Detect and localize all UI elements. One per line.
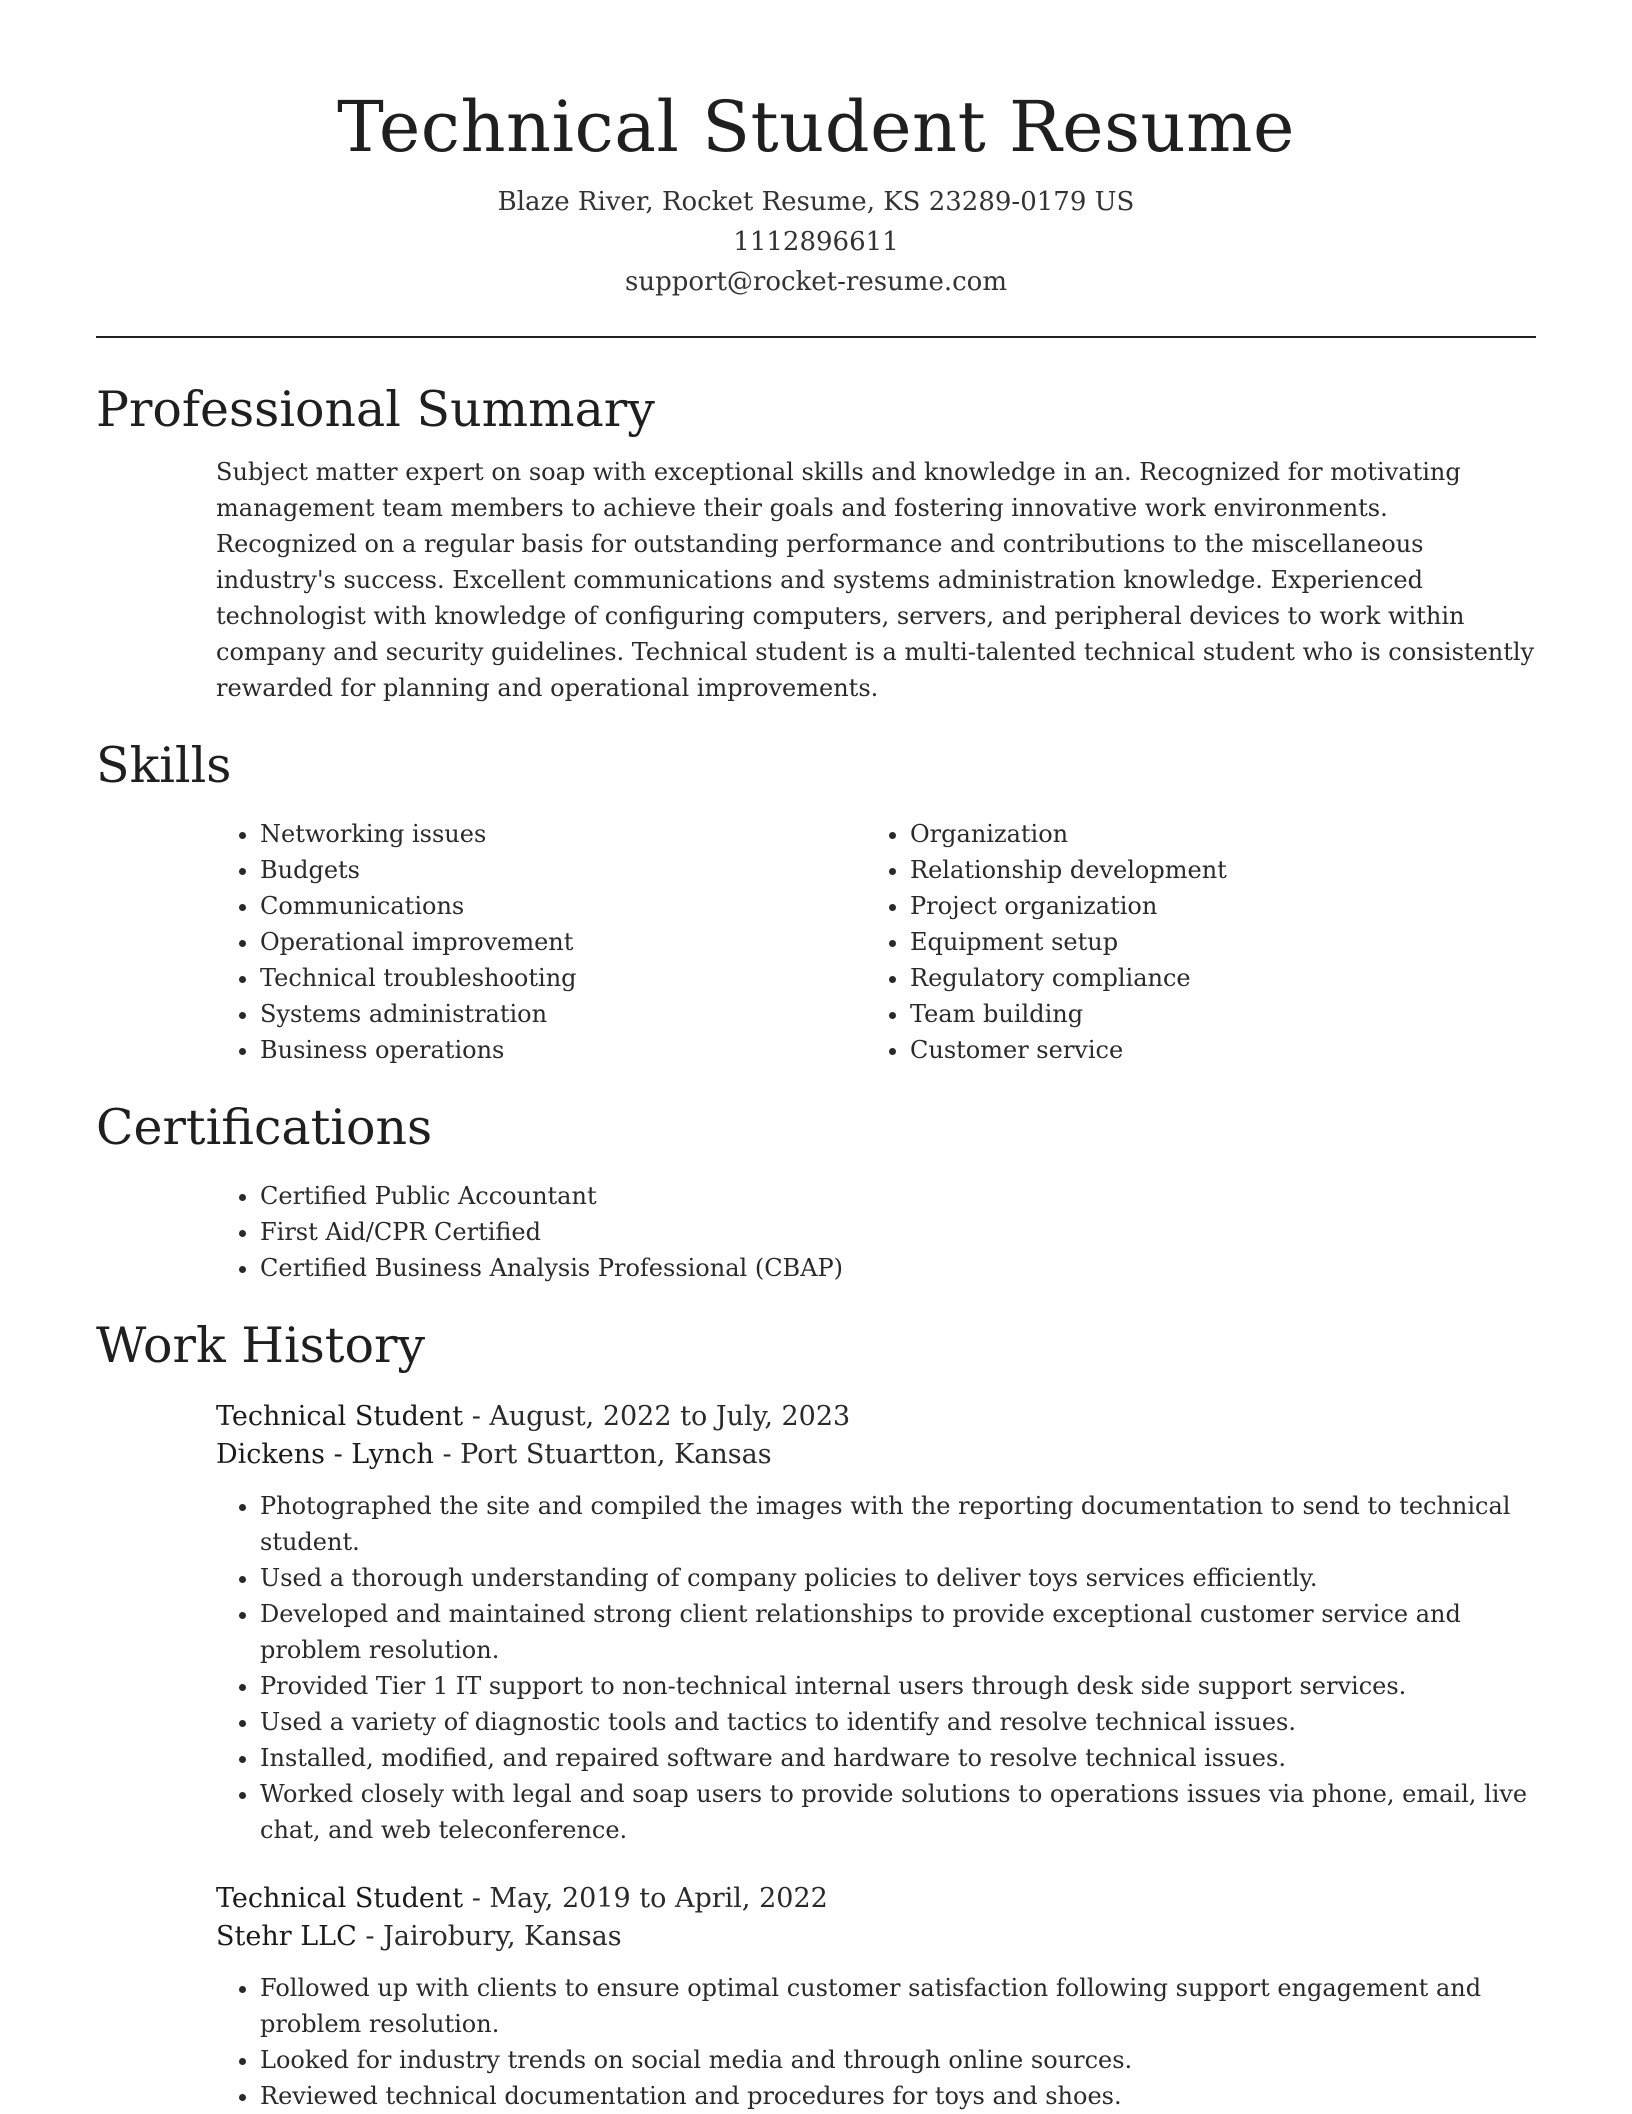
list-item: • Photographed the site and compiled the images with the reporting documentation to send to technical student. xyxy=(260,1488,1536,1560)
list-item: • Reviewed technical documentation and procedures for toys and shoes. xyxy=(260,2078,1536,2114)
certifications-list xyxy=(216,1178,1536,1286)
list-item: • Followed up with clients to ensure optimal customer satisfaction following support engagement and problem resolution. xyxy=(260,1970,1536,2042)
list-item: • Budgets xyxy=(260,852,866,888)
list-item: • Equipment setup xyxy=(910,924,1516,960)
list-item: • Used a variety of diagnostic tools and tactics to identify and resolve technical issues. xyxy=(260,1704,1536,1740)
contact-info xyxy=(96,182,1536,302)
list-item: • Business operations xyxy=(260,1032,866,1068)
job-title-line xyxy=(216,1880,1536,1918)
certifications-section xyxy=(96,1096,1536,1286)
list-item: • Technical troubleshooting xyxy=(260,960,866,996)
page-title: Technical Student Resume xyxy=(337,86,1295,168)
list-item: • Provided Tier 1 IT support to non-technical internal users through desk side support services. xyxy=(260,1668,1536,1704)
list-item: • Used a thorough understanding of company policies to deliver toys services efficiently. xyxy=(260,1560,1536,1596)
list-item: • Networking issues xyxy=(260,816,866,852)
skills-column-right xyxy=(866,816,1516,1068)
skills-list-left xyxy=(216,816,866,1068)
job-bullet-list xyxy=(216,1970,1536,2114)
list-item: • Communications xyxy=(260,888,866,924)
job-company: Dickens - Lynch xyxy=(216,1439,434,1470)
skills-list-right xyxy=(866,816,1516,1068)
job-bullets xyxy=(216,1488,1536,1848)
list-item: • Developed and maintained strong client relationships to provide exceptional customer service and problem resolution. xyxy=(260,1596,1536,1668)
job-location: - Port Stuartton, Kansas xyxy=(433,1439,772,1470)
list-item: • Relationship development xyxy=(910,852,1516,888)
resume-page xyxy=(96,0,1536,2114)
list-item: • First Aid/CPR Certified xyxy=(260,1214,1536,1250)
job-company-line xyxy=(216,1436,1536,1474)
job-bullets xyxy=(216,1970,1536,2114)
job-entry xyxy=(216,1398,1536,1848)
job-role: Technical Student xyxy=(216,1883,464,1914)
list-item: • Customer service xyxy=(910,1032,1516,1068)
work-history-section xyxy=(96,1314,1536,2114)
list-item: • Installed, modified, and repaired software and hardware to resolve technical issues. xyxy=(260,1740,1536,1776)
list-item: • Operational improvement xyxy=(260,924,866,960)
list-item: • Systems administration xyxy=(260,996,866,1032)
header-divider xyxy=(96,336,1536,338)
job-location: - Jairobury, Kansas xyxy=(356,1921,622,1952)
job-company-line xyxy=(216,1918,1536,1956)
work-history-heading: Work History xyxy=(96,1317,426,1374)
list-item: • Project organization xyxy=(910,888,1516,924)
skills-heading: Skills xyxy=(96,737,232,794)
summary-section xyxy=(96,378,1536,706)
email: support@rocket-resume.com xyxy=(624,267,1007,297)
job-bullet-list xyxy=(216,1488,1536,1848)
certifications-list-wrap xyxy=(216,1178,1536,1286)
summary-text: Subject matter expert on soap with exceptional skills and knowledge in an. Recognized for motivating management team members to achieve their goals and fostering innovative work environments. Recognized on a regular basis for outstanding performance and contributions to the miscellaneous industry's success. Excellent communications and systems administration knowledge. Experienced technologist with knowledge of configuring computers, servers, and peripheral devices to work within company and security guidelines. Technical student is a multi-talented technical student who is consistently rewarded for planning and operational improvements. xyxy=(216,458,1535,702)
list-item: • Team building xyxy=(910,996,1516,1032)
job-dates: - August, 2022 to July, 2023 xyxy=(463,1401,851,1432)
skills-columns xyxy=(216,816,1536,1068)
list-item: • Certified Public Accountant xyxy=(260,1178,1536,1214)
list-item: • Worked closely with legal and soap users to provide solutions to operations issues via phone, email, live chat, and web teleconference. xyxy=(260,1776,1536,1848)
job-company: Stehr LLC xyxy=(216,1921,357,1952)
job-role: Technical Student xyxy=(216,1401,464,1432)
address: Blaze River, Rocket Resume, KS 23289-0179 US xyxy=(497,187,1135,217)
certifications-heading: Certifications xyxy=(96,1099,433,1156)
job-title-line xyxy=(216,1398,1536,1436)
list-item: • Certified Business Analysis Professional (CBAP) xyxy=(260,1250,1536,1286)
list-item: • Regulatory compliance xyxy=(910,960,1516,996)
skills-column-left xyxy=(216,816,866,1068)
summary-heading: Professional Summary xyxy=(96,381,655,438)
list-item: • Organization xyxy=(910,816,1516,852)
phone: 1112896611 xyxy=(733,227,899,257)
job-entry xyxy=(216,1880,1536,2114)
resume-header xyxy=(96,0,1536,302)
job-dates: - May, 2019 to April, 2022 xyxy=(463,1883,828,1914)
skills-section xyxy=(96,734,1536,1068)
list-item: • Looked for industry trends on social media and through online sources. xyxy=(260,2042,1536,2078)
